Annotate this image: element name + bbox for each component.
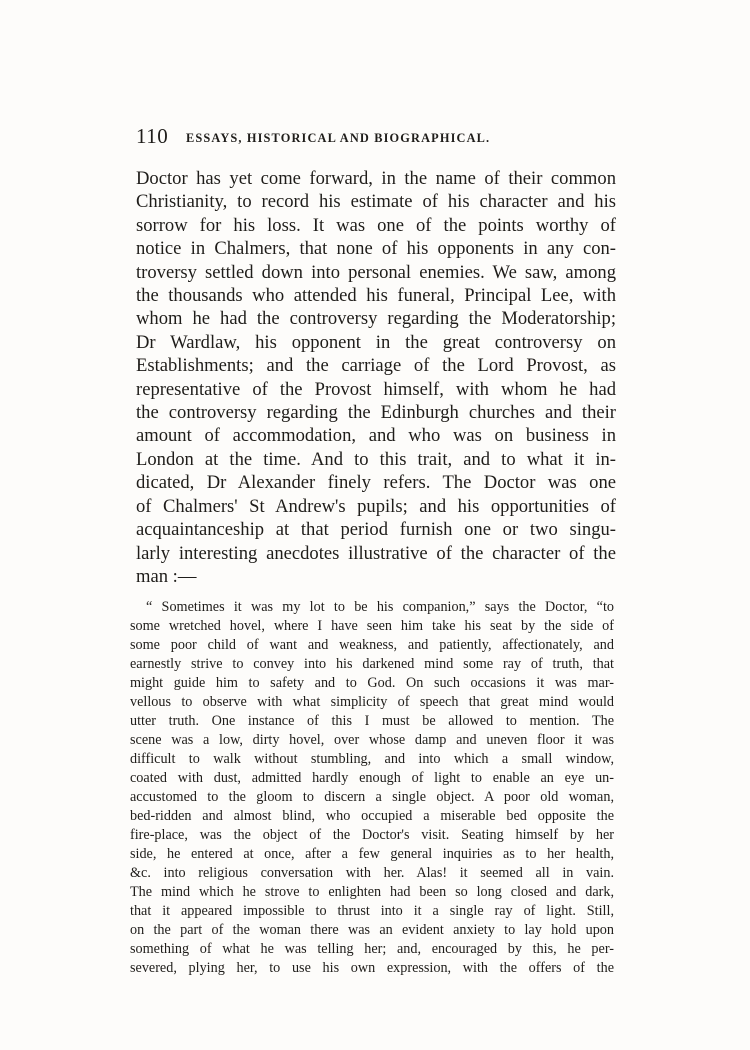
quote-line: vellous to observe with what simplicity of speech that great mind would	[130, 694, 614, 710]
quote-line: fire-place, was the object of the Doctor's visit. Seating himself by her	[130, 827, 614, 843]
quote-line: The mind which he strove to enlighten had been so long closed and dark,	[130, 884, 614, 900]
body-line: the controversy regarding the Edinburgh churches and their	[136, 402, 616, 424]
quote-line: earnestly strive to convey into his darkened mind some ray of truth, that	[130, 656, 614, 672]
quote-line: bed-ridden and almost blind, who occupied a miserable bed opposite the	[130, 808, 614, 824]
body-line: notice in Chalmers, that none of his opponents in any con-	[136, 238, 616, 260]
body-line: whom he had the controversy regarding the Moderatorship;	[136, 308, 616, 330]
quote-line: accustomed to the gloom to discern a single object. A poor old woman,	[130, 789, 614, 805]
body-line: acquaintanceship at that period furnish one or two singu-	[136, 519, 616, 541]
quote-line: side, he entered at once, after a few general inquiries as to her health,	[130, 846, 614, 862]
body-line: representative of the Provost himself, with whom he had	[136, 378, 616, 400]
quote-line: some wretched hovel, where I have seen him take his seat by the side of	[130, 618, 614, 634]
quote-line: on the part of the woman there was an evident anxiety to lay hold upon	[130, 922, 614, 938]
quote-line: something of what he was telling her; and, encouraged by this, he per-	[130, 941, 614, 957]
body-line: man :—	[136, 565, 197, 587]
page-number: 110	[136, 124, 169, 148]
body-line: sorrow for his loss. It was one of the points worthy of	[136, 214, 616, 236]
quote-line: some poor child of want and weakness, and patiently, affectionately, and	[130, 637, 614, 653]
body-line: of Chalmers' St Andrew's pupils; and his opportunities of	[136, 495, 616, 517]
quote-line: severed, plying her, to use his own expression, with the offers of the	[130, 960, 614, 976]
quote-line: that it appeared impossible to thrust into it a single ray of light. Still,	[130, 903, 614, 919]
main-paragraph	[136, 167, 616, 588]
body-line: dicated, Dr Alexander finely refers. The Doctor was one	[136, 472, 616, 494]
page-header	[136, 124, 616, 148]
quote-line: difficult to walk without stumbling, and into which a small window,	[130, 751, 614, 767]
body-line: Establishments; and the carriage of the Lord Provost, as	[136, 355, 616, 377]
body-line: Doctor has yet come forward, in the name of their common	[136, 168, 616, 189]
quote-line: scene was a low, dirty hovel, over whose damp and uneven floor it was	[130, 732, 614, 748]
body-line: London at the time. And to this trait, and to what it in-	[136, 448, 616, 470]
block-quote	[130, 598, 614, 978]
body-line: larly interesting anecdotes illustrative of the character of the	[136, 542, 616, 564]
body-line: the thousands who attended his funeral, Principal Lee, with	[136, 285, 616, 307]
quote-line: coated with dust, admitted hardly enough of light to enable an eye un-	[130, 770, 614, 786]
body-line: Christianity, to record his estimate of his character and his	[136, 191, 616, 213]
quote-line: &c. into religious conversation with her. Alas! it seemed all in vain.	[130, 865, 614, 881]
quote-line: “ Sometimes it was my lot to be his companion,” says the Doctor, “to	[146, 599, 614, 615]
quote-line: might guide him to safety and to God. On such occasions it was mar-	[130, 675, 614, 691]
quote-line: utter truth. One instance of this I must be allowed to mention. The	[130, 713, 614, 729]
running-title: ESSAYS, HISTORICAL AND BIOGRAPHICAL.	[186, 130, 491, 145]
body-line: troversy settled down into personal enemies. We saw, among	[136, 261, 616, 283]
body-line: amount of accommodation, and who was on business in	[136, 425, 616, 447]
body-line: Dr Wardlaw, his opponent in the great controversy on	[136, 331, 616, 353]
